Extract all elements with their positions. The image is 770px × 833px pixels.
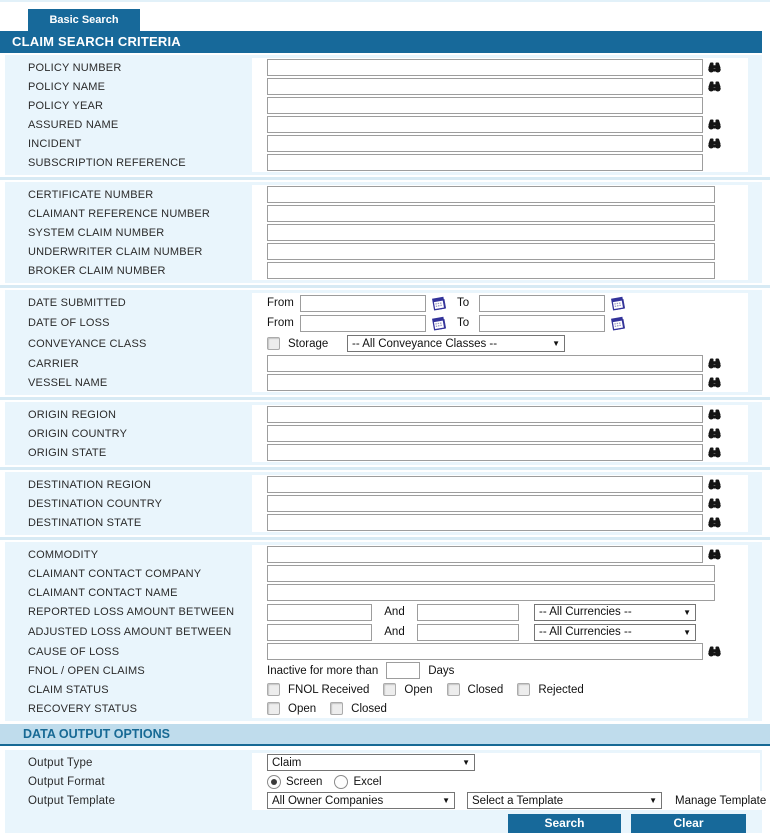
tab-basic-search[interactable]: Basic Search bbox=[28, 9, 140, 31]
search-binoculars-icon[interactable] bbox=[708, 517, 721, 528]
search-binoculars-icon[interactable] bbox=[708, 428, 721, 439]
recovery-status-open-checkbox[interactable] bbox=[267, 702, 280, 715]
dropdown-arrow-icon: ▼ bbox=[462, 758, 470, 767]
destination-state-label: DESTINATION STATE bbox=[28, 516, 142, 529]
excel-radio[interactable] bbox=[334, 775, 348, 789]
assured-name-label: ASSURED NAME bbox=[28, 118, 119, 131]
recovery-status-open-label: Open bbox=[288, 702, 317, 715]
reported-currency-select[interactable] bbox=[534, 604, 696, 621]
date-of-loss-from-input[interactable] bbox=[300, 315, 426, 332]
destination-region-label: DESTINATION REGION bbox=[28, 478, 152, 491]
owner-company-select-value: All Owner Companies bbox=[272, 794, 384, 807]
assured-name-input[interactable] bbox=[267, 116, 703, 133]
policy-name-label: POLICY NAME bbox=[28, 80, 106, 93]
origin-country-input[interactable] bbox=[267, 425, 703, 442]
subscription-reference-input[interactable] bbox=[267, 154, 703, 171]
reported-loss-min-input[interactable] bbox=[267, 604, 372, 621]
search-binoculars-icon[interactable] bbox=[708, 138, 721, 149]
commodity-input[interactable] bbox=[267, 546, 703, 563]
output-type-select-value: Claim bbox=[272, 756, 302, 769]
claimant-contact-company-input[interactable] bbox=[267, 565, 715, 582]
conveyance-class-select-value: -- All Conveyance Classes -- bbox=[352, 337, 498, 350]
claim-status-fnol-received-label: FNOL Received bbox=[288, 683, 370, 696]
date-submitted-label: DATE SUBMITTED bbox=[28, 297, 126, 309]
underwriter-claim-number-input[interactable] bbox=[267, 243, 715, 260]
policy-number-label: POLICY NUMBER bbox=[28, 61, 122, 74]
claim-status-closed-checkbox[interactable] bbox=[447, 683, 460, 696]
template-select[interactable] bbox=[467, 792, 662, 809]
recovery-status-label: RECOVERY STATUS bbox=[28, 702, 138, 715]
date-of-loss-label: DATE OF LOSS bbox=[28, 317, 110, 329]
search-binoculars-icon[interactable] bbox=[708, 409, 721, 420]
storage-label: Storage bbox=[288, 337, 329, 350]
page-top-margin bbox=[0, 2, 770, 9]
broker-claim-number-input[interactable] bbox=[267, 262, 715, 279]
search-binoculars-icon[interactable] bbox=[708, 377, 721, 388]
adjusted-currency-select[interactable] bbox=[534, 624, 696, 641]
dropdown-arrow-icon: ▼ bbox=[442, 796, 450, 805]
claimant-contact-name-input[interactable] bbox=[267, 584, 715, 601]
reported-currency-select-value: -- All Currencies -- bbox=[539, 606, 632, 618]
from-label: From bbox=[267, 297, 294, 309]
to-label: To bbox=[457, 297, 470, 309]
vessel-name-input[interactable] bbox=[267, 374, 703, 391]
claim-status-open-checkbox[interactable] bbox=[383, 683, 396, 696]
destination-country-input[interactable] bbox=[267, 495, 703, 512]
origin-region-input[interactable] bbox=[267, 406, 703, 423]
inactive-days-input[interactable] bbox=[386, 662, 420, 679]
search-binoculars-icon[interactable] bbox=[708, 119, 721, 130]
search-binoculars-icon[interactable] bbox=[708, 498, 721, 509]
incident-input[interactable] bbox=[267, 135, 703, 152]
destination-state-input[interactable] bbox=[267, 514, 703, 531]
claimant-contact-company-label: CLAIMANT CONTACT COMPANY bbox=[28, 567, 202, 580]
shipment-section bbox=[5, 290, 762, 395]
screen-radio[interactable] bbox=[267, 775, 281, 789]
search-binoculars-icon[interactable] bbox=[708, 447, 721, 458]
adjusted-loss-max-input[interactable] bbox=[417, 624, 519, 641]
claim-status-open-label: Open bbox=[404, 683, 433, 696]
policy-year-label: POLICY YEAR bbox=[28, 99, 104, 112]
claim-status-label: CLAIM STATUS bbox=[28, 683, 109, 696]
search-binoculars-icon[interactable] bbox=[708, 479, 721, 490]
claim-status-rejected-label: Rejected bbox=[538, 683, 584, 696]
search-binoculars-icon[interactable] bbox=[708, 646, 721, 657]
reported-loss-label: REPORTED LOSS AMOUNT BETWEEN bbox=[28, 606, 235, 618]
adjusted-loss-min-input[interactable] bbox=[267, 624, 372, 641]
date-of-loss-to-input[interactable] bbox=[479, 315, 605, 332]
claimant-reference-number-label: CLAIMANT REFERENCE NUMBER bbox=[28, 207, 211, 220]
reported-loss-max-input[interactable] bbox=[417, 604, 519, 621]
carrier-label: CARRIER bbox=[28, 357, 79, 370]
broker-claim-number-label: BROKER CLAIM NUMBER bbox=[28, 264, 166, 277]
origin-region-label: ORIGIN REGION bbox=[28, 408, 117, 421]
cause-of-loss-input[interactable] bbox=[267, 643, 703, 660]
claim-status-fnol-received-checkbox[interactable] bbox=[267, 683, 280, 696]
template-select-value: Select a Template bbox=[472, 794, 564, 807]
certificate-number-input[interactable] bbox=[267, 186, 715, 203]
date-submitted-from-input[interactable] bbox=[300, 295, 426, 312]
policy-section bbox=[5, 55, 762, 175]
commodity-label: COMMODITY bbox=[28, 548, 99, 561]
claim-status-closed-label: Closed bbox=[467, 683, 504, 696]
origin-country-label: ORIGIN COUNTRY bbox=[28, 427, 128, 440]
claim-search-criteria-header: CLAIM SEARCH CRITERIA bbox=[0, 31, 762, 53]
manage-template-link[interactable]: Manage Template bbox=[675, 794, 767, 807]
inactive-for-more-than-label: Inactive for more than bbox=[267, 664, 379, 677]
search-binoculars-icon[interactable] bbox=[708, 358, 721, 369]
dropdown-arrow-icon: ▼ bbox=[683, 627, 691, 637]
cause-of-loss-label: CAUSE OF LOSS bbox=[28, 645, 120, 658]
system-claim-number-input[interactable] bbox=[267, 224, 715, 241]
search-binoculars-icon[interactable] bbox=[708, 549, 721, 560]
output-template-label: Output Template bbox=[28, 794, 116, 807]
policy-year-input[interactable] bbox=[267, 97, 703, 114]
from-label: From bbox=[267, 317, 294, 329]
output-options-section bbox=[5, 750, 767, 833]
dropdown-arrow-icon: ▼ bbox=[649, 796, 657, 805]
certificate-number-label: CERTIFICATE NUMBER bbox=[28, 188, 154, 201]
date-submitted-to-input[interactable] bbox=[479, 295, 605, 312]
search-binoculars-icon[interactable] bbox=[708, 62, 721, 73]
owner-company-select[interactable] bbox=[267, 792, 455, 809]
policy-number-input[interactable] bbox=[267, 59, 703, 76]
storage-checkbox[interactable] bbox=[267, 337, 280, 350]
search-button[interactable]: Search bbox=[508, 814, 621, 833]
clear-button[interactable]: Clear bbox=[631, 814, 746, 833]
data-output-options-header: DATA OUTPUT OPTIONS bbox=[0, 724, 770, 746]
to-label: To bbox=[457, 317, 470, 329]
conveyance-class-select[interactable] bbox=[347, 335, 565, 352]
conveyance-class-label: CONVEYANCE CLASS bbox=[28, 337, 147, 350]
and-label: And bbox=[384, 606, 405, 618]
incident-label: INCIDENT bbox=[28, 137, 82, 150]
calendar-icon[interactable] bbox=[431, 296, 447, 311]
screen-radio-label: Screen bbox=[286, 775, 323, 788]
calendar-icon[interactable] bbox=[610, 296, 626, 311]
recovery-status-closed-label: Closed bbox=[351, 702, 387, 715]
origin-section bbox=[5, 402, 762, 465]
claim-status-rejected-checkbox[interactable] bbox=[517, 683, 530, 696]
system-claim-number-label: SYSTEM CLAIM NUMBER bbox=[28, 226, 165, 239]
subscription-reference-label: SUBSCRIPTION REFERENCE bbox=[28, 156, 186, 169]
loss-section bbox=[5, 542, 762, 721]
recovery-status-closed-checkbox[interactable] bbox=[330, 702, 343, 715]
output-format-label: Output Format bbox=[28, 775, 105, 788]
destination-region-input[interactable] bbox=[267, 476, 703, 493]
and-label: And bbox=[384, 626, 405, 638]
claimant-reference-number-input[interactable] bbox=[267, 205, 715, 222]
days-label: Days bbox=[428, 664, 455, 677]
claim-numbers-section bbox=[5, 182, 762, 283]
search-binoculars-icon[interactable] bbox=[708, 81, 721, 92]
dropdown-arrow-icon: ▼ bbox=[552, 339, 560, 348]
origin-state-label: ORIGIN STATE bbox=[28, 446, 107, 459]
calendar-icon[interactable] bbox=[610, 316, 626, 331]
carrier-input[interactable] bbox=[267, 355, 703, 372]
dropdown-arrow-icon: ▼ bbox=[683, 607, 691, 617]
claimant-contact-name-label: CLAIMANT CONTACT NAME bbox=[28, 586, 178, 599]
calendar-icon[interactable] bbox=[431, 316, 447, 331]
vessel-name-label: VESSEL NAME bbox=[28, 376, 108, 389]
adjusted-loss-label: ADJUSTED LOSS AMOUNT BETWEEN bbox=[28, 626, 232, 638]
adjusted-currency-select-value: -- All Currencies -- bbox=[539, 626, 632, 638]
origin-state-input[interactable] bbox=[267, 444, 703, 461]
output-type-select[interactable] bbox=[267, 754, 475, 771]
destination-section bbox=[5, 472, 762, 535]
policy-name-input[interactable] bbox=[267, 78, 703, 95]
underwriter-claim-number-label: UNDERWRITER CLAIM NUMBER bbox=[28, 245, 203, 258]
excel-radio-label: Excel bbox=[353, 775, 382, 788]
output-type-label: Output Type bbox=[28, 756, 93, 769]
fnol-open-claims-label: FNOL / OPEN CLAIMS bbox=[28, 664, 145, 677]
destination-country-label: DESTINATION COUNTRY bbox=[28, 497, 163, 510]
